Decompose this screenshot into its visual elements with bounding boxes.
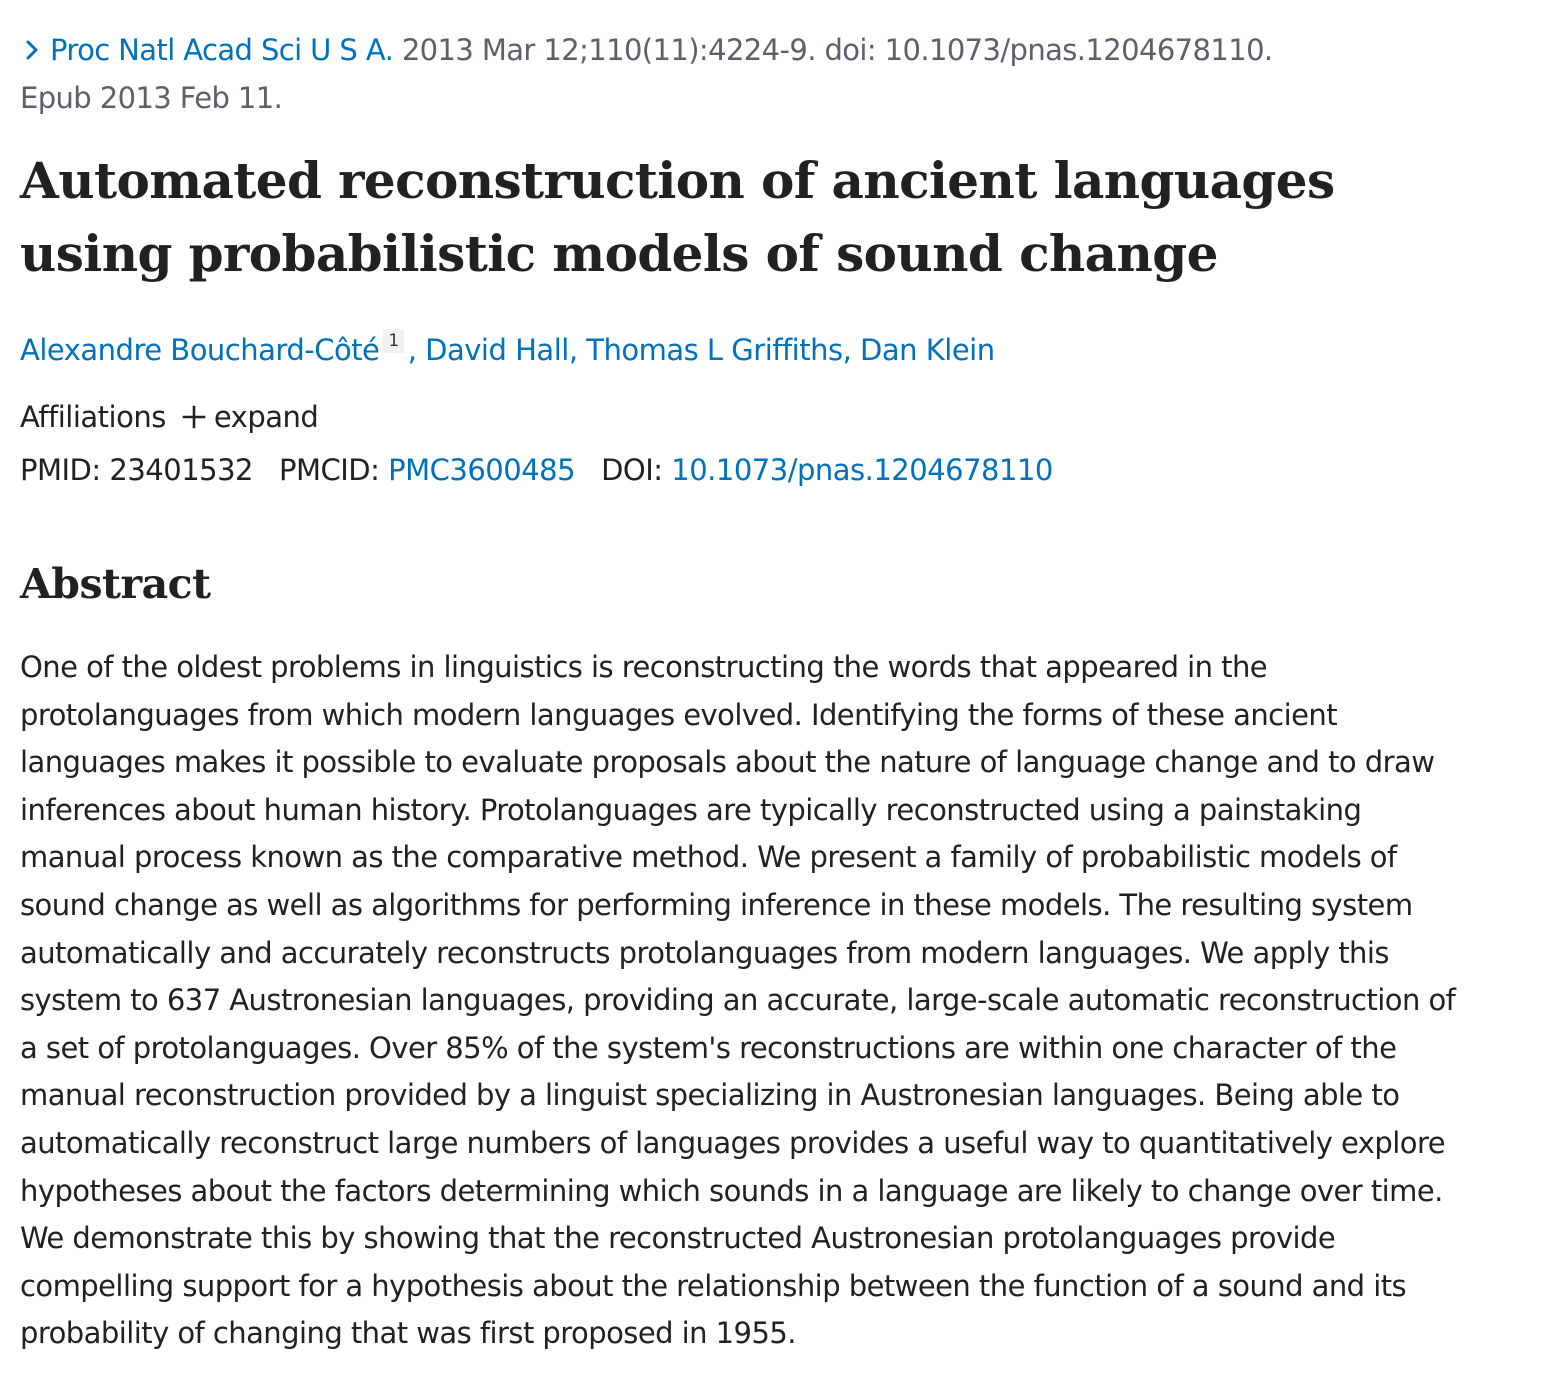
page-title: Automated reconstruction of ancient languages using probabilistic models of sound change xyxy=(20,151,1335,283)
pmid-value: 23401532 xyxy=(109,453,253,487)
author-link[interactable]: Thomas L Griffiths xyxy=(586,333,843,367)
author-link[interactable]: Dan Klein xyxy=(860,333,995,367)
author-separator: , xyxy=(568,333,587,367)
author-separator: , xyxy=(842,333,861,367)
abstract-text: One of the oldest problems in linguistics is reconstructing the words that appeared in the protolanguages from which modern languages evolved. Identifying the forms of these ancient languages makes it possible to evaluate proposals about the nature of language change and to draw inferences about human history. Protolanguages are typically reconstructed using a painstaking manual process known as the comparative method. We present a family of probabilistic models of sound change as well as algorithms for performing inference in these models. The resulting system automatically and accurately reconstructs protolanguages from modern languages. We apply this system to 637 Austronesian languages, providing an accurate, large-scale automatic reconstruction of a set of protolanguages. Over 85% of the system's reconstructions are within one character of the manual reconstruction provided by a linguist specializing in Austronesian languages. Being able to automatically reconstruct large numbers of languages provides a useful way to quantitatively explore hypotheses about the factors determining which sounds in a language are likely to change over time. We demonstrate this by showing that the reconstructed Austronesian protolanguages provide compelling support for a hypothesis about the relationship between the function of a sound and its probability of changing that was first proposed in 1955. xyxy=(20,650,1456,1351)
pmid-label: PMID: xyxy=(20,453,101,487)
affiliations-row xyxy=(20,395,1490,439)
author-link[interactable]: Alexandre Bouchard-Côté xyxy=(20,333,380,367)
doi-link[interactable]: 10.1073/pnas.1204678110 xyxy=(671,453,1053,487)
plus-icon xyxy=(182,405,206,429)
citation-details: 2013 Mar 12;110(11):4224-9. doi: 10.1073/pnas.1204678110. xyxy=(393,33,1273,67)
expand-label: expand xyxy=(213,400,319,434)
pmcid-label: PMCID: xyxy=(279,453,380,487)
chevron-right-icon xyxy=(20,38,44,62)
identifiers xyxy=(20,448,1490,492)
author-separator: , xyxy=(407,333,426,367)
doi-label: DOI: xyxy=(601,453,663,487)
affiliations-expand-button[interactable] xyxy=(182,400,318,434)
affiliation-ref[interactable]: 1 xyxy=(383,329,403,353)
article-page xyxy=(20,26,1490,1358)
author-list xyxy=(20,326,1490,374)
journal-link[interactable] xyxy=(20,33,393,67)
affiliations-label: Affiliations xyxy=(20,400,166,434)
citation xyxy=(20,26,1490,122)
journal-name: Proc Natl Acad Sci U S A. xyxy=(50,33,394,67)
author-link[interactable]: David Hall xyxy=(425,333,569,367)
epub-date: Epub 2013 Feb 11. xyxy=(20,81,283,115)
pmcid-link[interactable]: PMC3600485 xyxy=(388,453,576,487)
abstract-heading: Abstract xyxy=(20,560,211,608)
